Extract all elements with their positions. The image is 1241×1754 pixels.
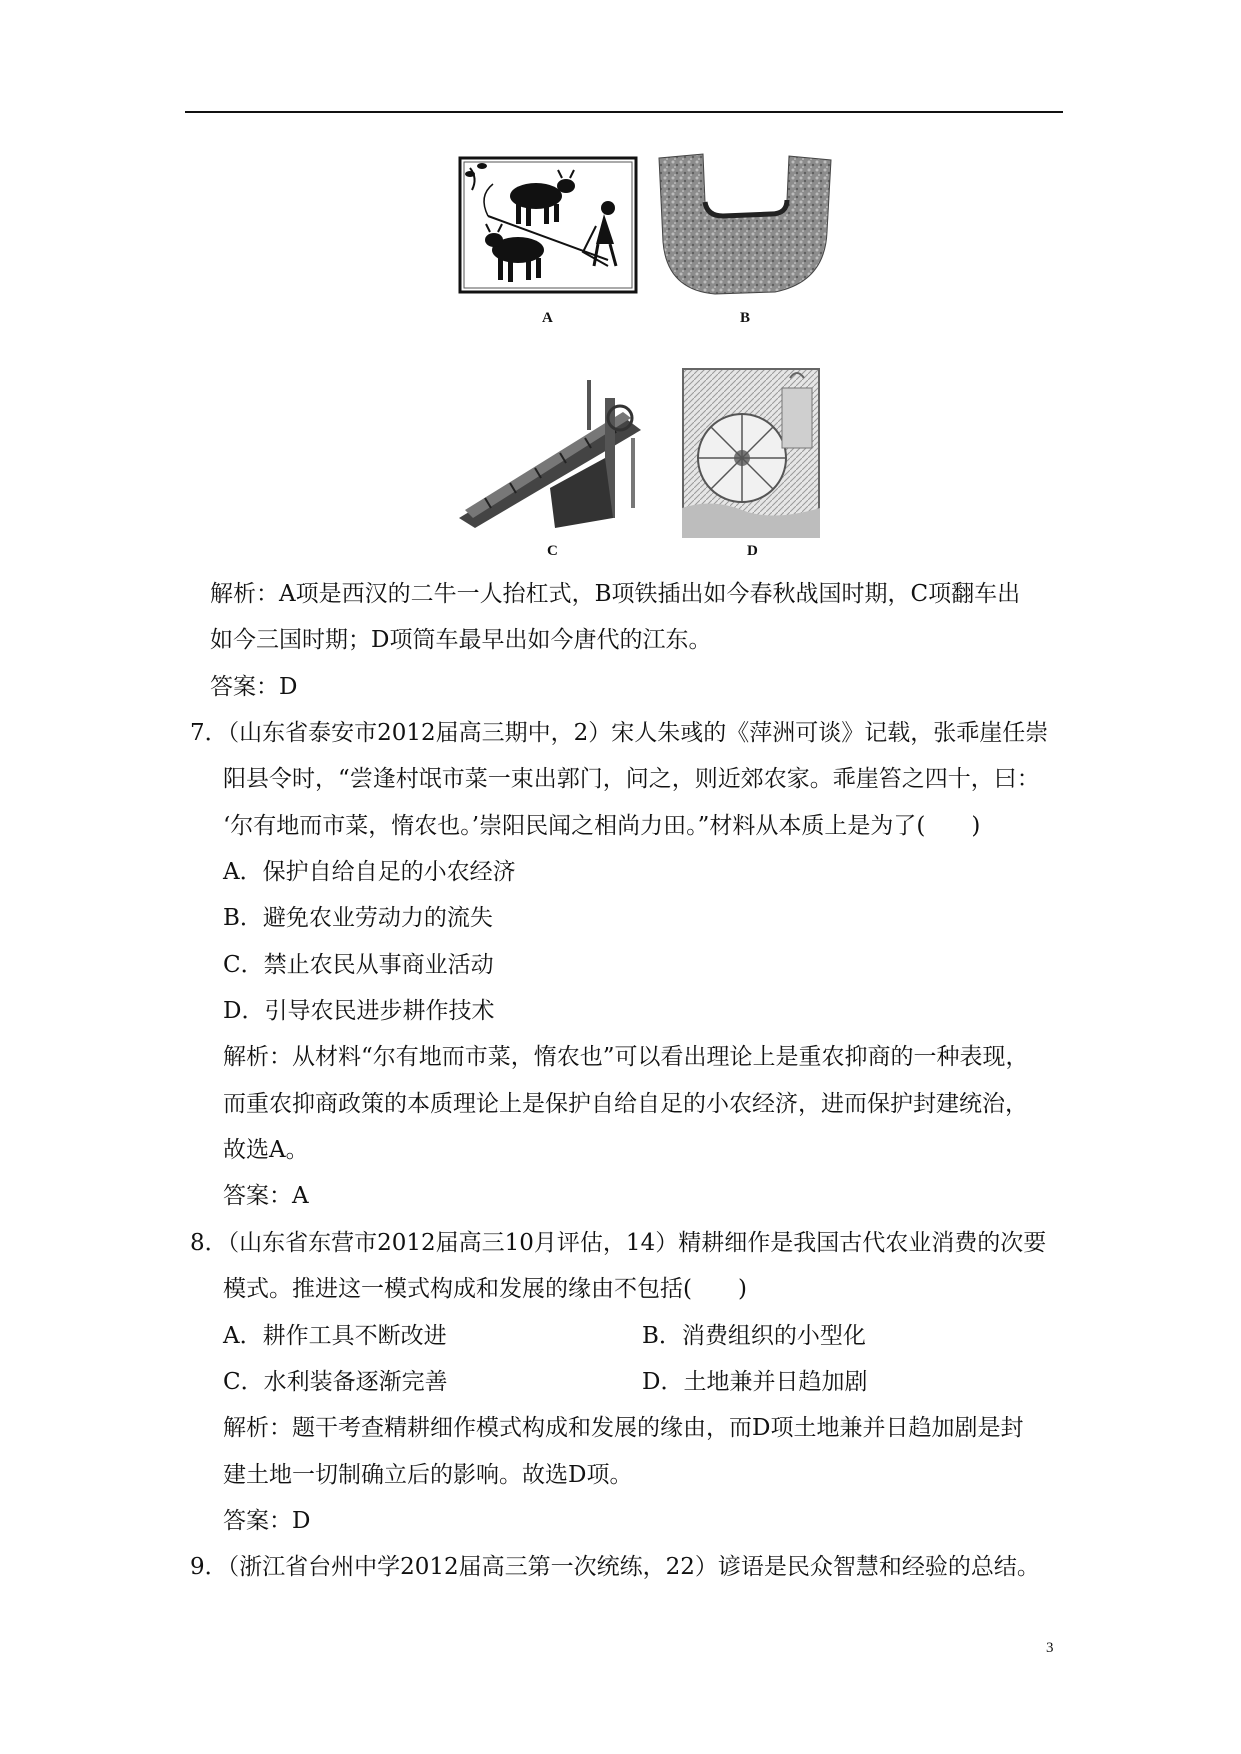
figure-a-caption: A <box>542 310 553 326</box>
figure-d-caption: D <box>747 543 758 559</box>
q8-stem-line-1: 8．（山东省东营市2012届高三10月评估，14）精耕细作是我国古代农业消费的次要 <box>190 1230 1047 1256</box>
iron-spade-icon <box>655 152 835 298</box>
q7-stem-line-2: 阳县令时，“尝逢村氓市菜一束出郭门，问之，则近郊农家。乖崖笞之四十，曰： <box>223 766 1040 792</box>
figure-c <box>455 378 665 532</box>
q8-option-d: D．土地兼并日趋加剧 <box>642 1369 868 1395</box>
q7-stem-line-1: 7．（山东省泰安市2012届高三期中，2）宋人朱彧的《萍洲可谈》记载，张乖崖任崇 <box>190 720 1049 746</box>
figure-d <box>682 368 820 538</box>
q7-stem-line-3: ‘尔有地而市菜，惰农也。’崇阳民闻之相尚力田。”材料从本质上是为了( ) <box>223 813 981 839</box>
q7-analysis-line-1: 解析：从材料“尔有地而市菜，惰农也”可以看出理论上是重农抑商的一种表现， <box>223 1044 1029 1070</box>
q7-analysis-line-2: 而重农抑商政策的本质理论上是保护自给自足的小农经济，进而保护封建统治， <box>223 1091 1028 1117</box>
q7-option-b: B．避免农业劳动力的流失 <box>223 905 493 931</box>
q7-analysis-line-3: 故选A。 <box>223 1137 309 1163</box>
q6-analysis-line-2: 如今三国时期；D项筒车最早出如今唐代的江东。 <box>210 627 712 653</box>
q7-answer: 答案：A <box>223 1183 309 1209</box>
q7-option-a: A．保护自给自足的小农经济 <box>223 859 516 885</box>
q7-option-d: D．引导农民进步耕作技术 <box>223 998 495 1024</box>
ox-plough-mural-icon <box>458 156 638 294</box>
header-rule <box>185 111 1063 113</box>
q8-option-c: C．水利装备逐渐完善 <box>223 1369 448 1395</box>
q8-analysis-line-2: 建土地一切制确立后的影响。故选D项。 <box>223 1462 633 1488</box>
figure-b <box>655 152 835 298</box>
page-number: 3 <box>1046 1640 1054 1656</box>
figure-b-caption: B <box>740 310 751 326</box>
q9-stem-line-1: 9．（浙江省台州中学2012届高三第一次统练，22）谚语是民众智慧和经验的总结。 <box>190 1554 1040 1580</box>
q8-option-a: A．耕作工具不断改进 <box>223 1323 447 1349</box>
figure-a <box>458 156 638 294</box>
q8-analysis-line-1: 解析：题干考查精耕细作模式构成和发展的缘由，而D项土地兼并日趋加剧是封 <box>223 1415 1024 1441</box>
q6-answer: 答案：D <box>210 674 298 700</box>
q8-answer: 答案：D <box>223 1508 311 1534</box>
tube-waterwheel-icon <box>682 368 820 538</box>
q8-stem-line-2: 模式。推进这一模式构成和发展的缘由不包括( ) <box>223 1276 747 1302</box>
q8-option-b: B．消费组织的小型化 <box>642 1323 866 1349</box>
figure-c-caption: C <box>547 543 558 559</box>
q6-analysis-line-1: 解析：A项是西汉的二牛一人抬杠式，B项铁插出如今春秋战国时期，C项翻车出 <box>210 581 1021 607</box>
q7-option-c: C．禁止农民从事商业活动 <box>223 952 494 978</box>
dragon-backbone-waterwheel-icon <box>455 378 665 532</box>
